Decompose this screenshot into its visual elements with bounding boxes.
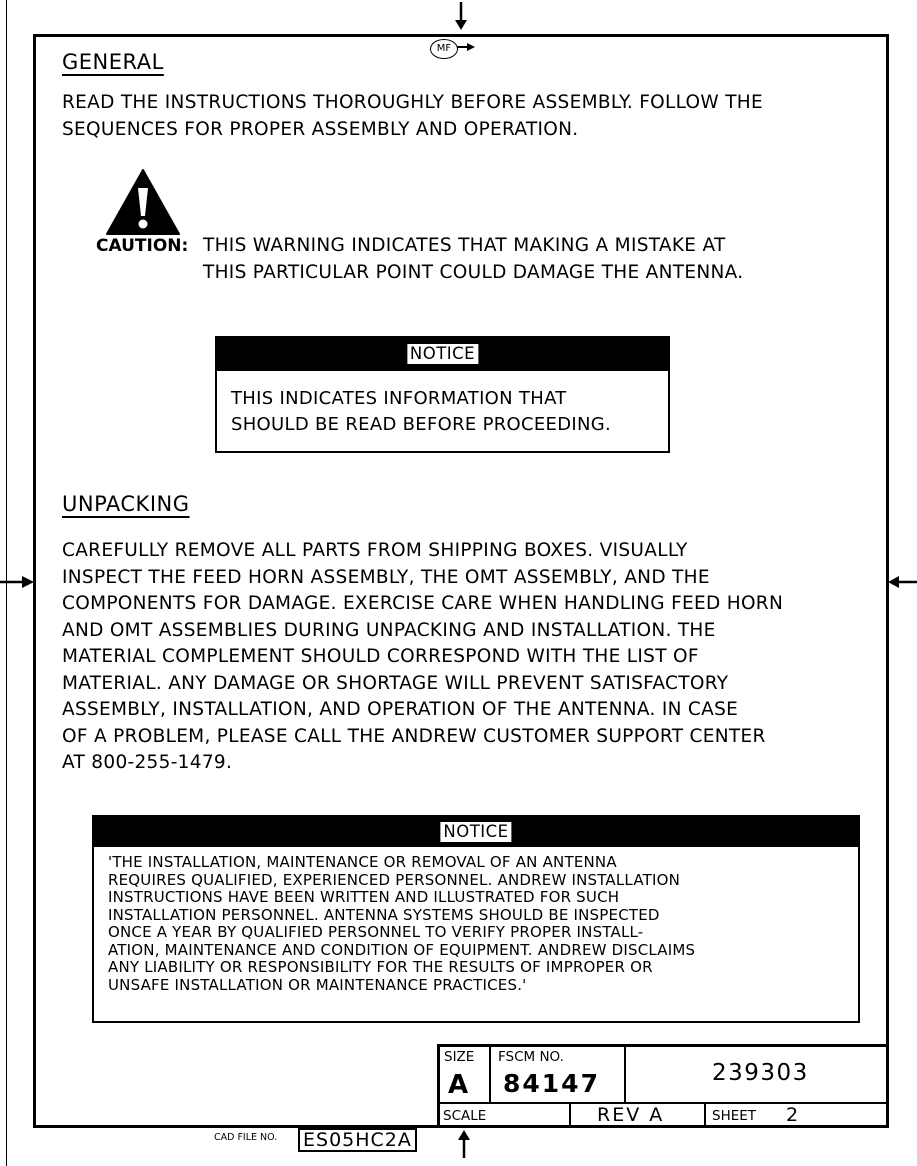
general-paragraph <box>62 90 763 143</box>
caution-label: CAUTION: <box>96 236 189 256</box>
mf-marker: MF <box>430 39 458 59</box>
bottom-center-arrow-icon <box>454 1128 474 1158</box>
sheet-label: SHEET <box>712 1108 757 1124</box>
notice-header-bar <box>217 338 668 371</box>
unpacking-line: MATERIAL. ANY DAMAGE OR SHORTAGE WILL PREVENT SATISFACTORY <box>62 672 729 694</box>
rev-label: REV A <box>597 1104 665 1126</box>
notice-line: 'THE INSTALLATION, MAINTENANCE OR REMOVAL OF AN ANTENNA <box>108 853 617 871</box>
unpacking-line: INSPECT THE FEED HORN ASSEMBLY, THE OMT ASSEMBLY, AND THE <box>62 566 710 588</box>
notice-line: UNSAFE INSTALLATION OR MAINTENANCE PRACTICES.' <box>108 975 527 994</box>
unpacking-line: AT 800-255-1479. <box>62 752 233 773</box>
notice-line: INSTALLATION PERSONNEL. ANTENNA SYSTEMS SHOULD BE INSPECTED <box>108 905 660 924</box>
general-line: SEQUENCES FOR PROPER ASSEMBLY AND OPERATION. <box>62 118 579 140</box>
unpacking-line: ASSEMBLY, INSTALLATION, AND OPERATION OF THE ANTENNA. IN CASE <box>62 699 739 720</box>
caution-text <box>203 232 743 286</box>
notice-box-info <box>215 336 670 453</box>
scale-label: SCALE <box>443 1108 487 1124</box>
unpacking-paragraph <box>62 538 783 777</box>
notice-line: SHOULD BE READ BEFORE PROCEEDING. <box>231 414 612 435</box>
notice-line: REQUIRES QUALIFIED, EXPERIENCED PERSONNEL. ANDREW INSTALLATION <box>108 870 681 889</box>
notice-line: THIS INDICATES INFORMATION THAT <box>231 388 567 409</box>
notice-line: ATION, MAINTENANCE AND CONDITION OF EQUIPMENT. ANDREW DISCLAIMS <box>108 940 696 959</box>
cad-file-label: CAD FILE NO. <box>214 1132 278 1143</box>
notice-line: ANY LIABILITY OR RESPONSIBILITY FOR THE RESULTS OF IMPROPER OR <box>108 958 653 976</box>
general-line: READ THE INSTRUCTIONS THOROUGHLY BEFORE ASSEMBLY. FOLLOW THE <box>62 92 763 113</box>
warning-triangle-icon <box>105 168 181 236</box>
unpacking-line: MATERIAL COMPLEMENT SHOULD CORRESPOND WITH THE LIST OF <box>62 646 699 667</box>
caution-line: THIS PARTICULAR POINT COULD DAMAGE THE ANTENNA. <box>203 262 744 283</box>
size-value: A <box>448 1070 469 1100</box>
notice-disclaimer-body <box>108 854 695 994</box>
unpacking-line: OF A PROBLEM, PLEASE CALL THE ANDREW CUSTOMER SUPPORT CENTER <box>62 725 766 747</box>
notice-header-bar <box>94 817 858 847</box>
left-center-arrow-icon <box>0 574 36 590</box>
drawing-number: 239303 <box>712 1060 809 1086</box>
notice-body <box>231 386 611 438</box>
unpacking-line: COMPONENTS FOR DAMAGE. EXERCISE CARE WHEN HANDLING FEED HORN <box>62 593 784 614</box>
size-label: SIZE <box>444 1049 475 1065</box>
unpacking-heading: UNPACKING <box>62 492 190 516</box>
caution-line: THIS WARNING INDICATES THAT MAKING A MISTAKE AT <box>203 235 726 256</box>
right-center-arrow-icon <box>887 574 917 590</box>
notice-line: INSTRUCTIONS HAVE BEEN WRITTEN AND ILLUSTRATED FOR SUCH <box>108 888 620 906</box>
cad-file-number: ES05HC2A <box>298 1128 417 1152</box>
notice-box-disclaimer <box>92 815 860 1023</box>
unpacking-line: AND OMT ASSEMBLIES DURING UNPACKING AND INSTALLATION. THE <box>62 619 716 641</box>
unpacking-line: CAREFULLY REMOVE ALL PARTS FROM SHIPPING BOXES. VISUALLY <box>62 540 688 561</box>
fscm-value: 84147 <box>503 1069 600 1098</box>
notice-title: NOTICE <box>407 344 478 364</box>
general-heading: GENERAL <box>62 50 164 74</box>
notice-title: NOTICE <box>440 822 511 842</box>
notice-line: ONCE A YEAR BY QUALIFIED PERSONNEL TO VERIFY PROPER INSTALL- <box>108 923 644 941</box>
fscm-label: FSCM NO. <box>498 1049 564 1065</box>
sheet-value: 2 <box>786 1104 799 1126</box>
